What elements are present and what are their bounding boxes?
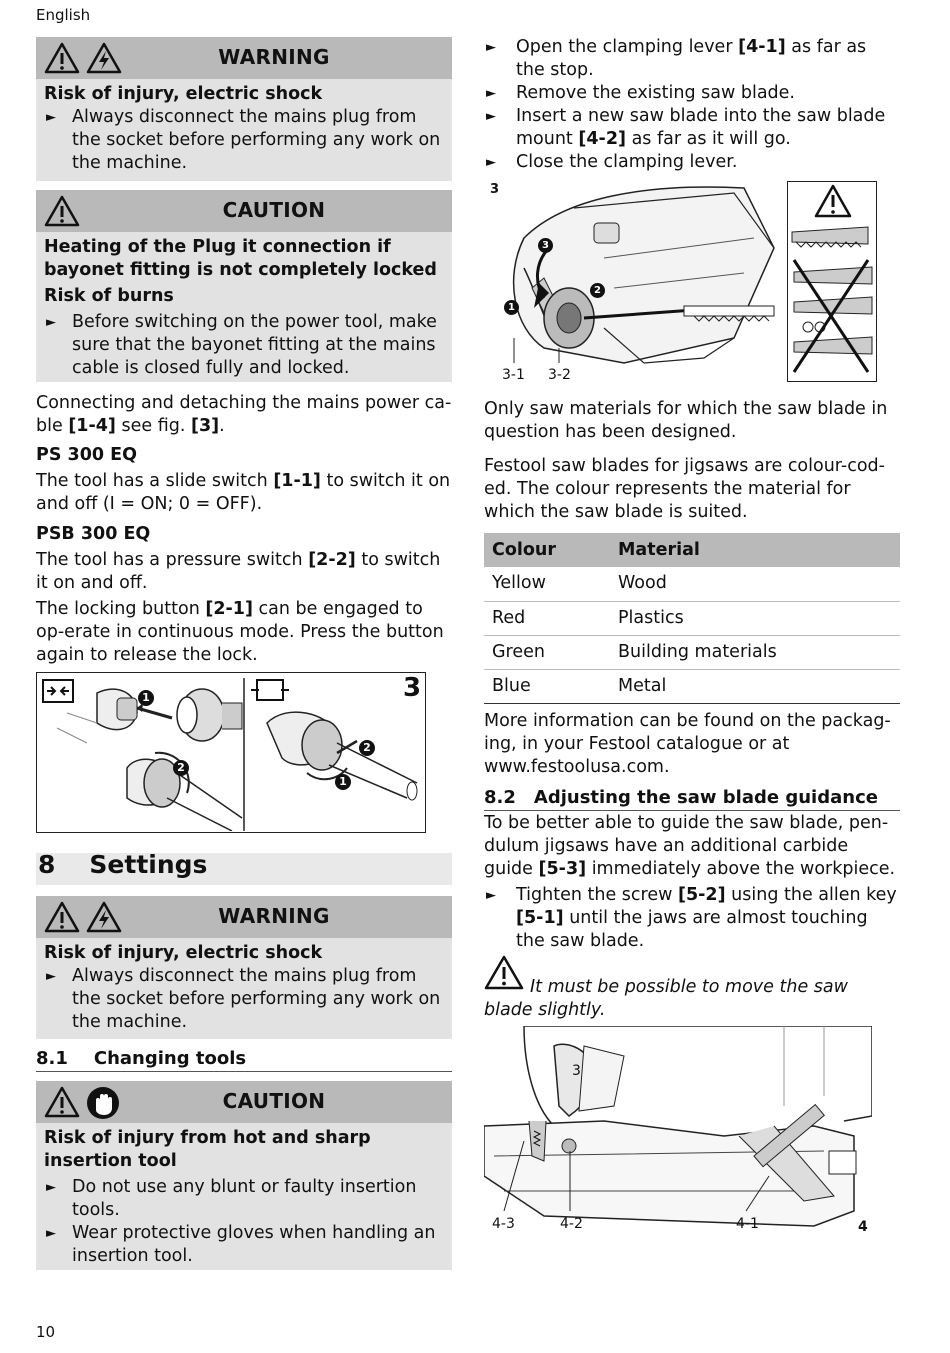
warning-title: WARNING [218, 904, 330, 928]
caution-subtitle: Heating of the Plug it connection if bayonet fitting is not completely locked [44, 237, 437, 280]
text: The locking button [36, 599, 206, 619]
language-label: English [36, 6, 91, 24]
step-item [484, 151, 900, 174]
text: The tool has a pressure switch [36, 550, 309, 570]
table-header-row [484, 533, 900, 567]
text: Open the clamping lever [516, 37, 739, 57]
table-row [484, 567, 900, 601]
cell-colour: Yellow [484, 567, 610, 601]
cell-colour: Green [484, 635, 610, 669]
text: to switch it on and off. [36, 550, 441, 593]
caution-bullet: ► Before switching on the power tool, make sure that the bayonet fitting at the mains cable is closed fully and locked. [44, 311, 444, 380]
ref: [4-2] [578, 129, 626, 149]
table-row [484, 669, 900, 703]
colour-material-table [484, 533, 900, 704]
ref: [3] [190, 416, 220, 436]
ref: [5-2] [677, 885, 726, 905]
ref: [2-1] [205, 599, 253, 619]
marker-1: 1 [335, 774, 351, 790]
warning-box-electric-shock [36, 37, 452, 181]
label-4-2: 4-2 [560, 1216, 583, 1232]
text: To be better able to guide the saw blade, pen-dulum jigsaws have an additional carbide guide [484, 813, 889, 879]
ref: [2-2] [308, 550, 356, 570]
caution-subtitle: Risk of injury from hot and sharp insertion tool [44, 1128, 371, 1171]
caution-header [36, 190, 452, 232]
step-item [484, 105, 900, 151]
column-header-colour: Colour [484, 533, 610, 567]
cell-material: Metal [610, 669, 900, 703]
guide-paragraph [484, 812, 900, 881]
caution-bullet: ► Do not use any blunt or faulty insertion tools. [44, 1176, 444, 1222]
warning-subtitle: Risk of injury, electric shock [44, 943, 323, 963]
step-item [484, 884, 900, 953]
locking-paragraph [36, 598, 452, 667]
table-row [484, 635, 900, 669]
figure-number: 4 [858, 1219, 868, 1235]
figure-number: 3 [490, 182, 500, 197]
section-title: Settings [89, 850, 208, 879]
warning-header [36, 896, 452, 938]
subsection-number: 8.2 [484, 787, 516, 808]
section-heading-settings [36, 850, 452, 885]
text: Remove the existing saw blade. [516, 83, 795, 103]
figure-wrong-blades [787, 181, 877, 382]
section-number: 8 [38, 850, 56, 879]
warning-box-electric-shock-2 [36, 896, 452, 1039]
text: Connecting and detaching the mains power ca-ble [36, 393, 452, 436]
page-number: 10 [36, 1323, 56, 1341]
ref: [1-1] [273, 471, 321, 491]
text: see fig. [115, 416, 191, 436]
subsection-heading-blade-guidance [484, 786, 900, 811]
marker-3: 3 [538, 238, 553, 253]
text: until the jaws are almost touching the saw blade. [516, 908, 868, 951]
text: Insert a new saw blade into the saw blade mount [516, 106, 886, 149]
figure-plug-connection [36, 672, 426, 833]
ps-heading: PS 300 EQ [36, 445, 137, 465]
blade-change-steps [484, 36, 900, 174]
ps-paragraph [36, 470, 452, 516]
tighten-step [484, 884, 900, 953]
warning-bullet: ► Always disconnect the mains plug from the socket before performing any work on the machine. [44, 965, 444, 1034]
ref: [5-1] [516, 908, 564, 928]
note-text: It must be possible to move the saw blade slightly. [484, 977, 848, 1020]
table-row [484, 601, 900, 635]
label-4-1: 4-1 [736, 1216, 759, 1232]
caution-subtitle-burns: Risk of burns [44, 286, 174, 306]
ref: [1-4] [68, 416, 116, 436]
text: Tighten the screw [516, 885, 678, 905]
marker-1: 1 [504, 300, 519, 315]
figure-blade-insertion [484, 178, 784, 383]
caution-title: CAUTION [222, 1089, 326, 1113]
cell-colour: Blue [484, 669, 610, 703]
text: can be engaged to op-erate in continuous mode. Press the button again to release the lock. [36, 599, 444, 665]
marker-2: 2 [590, 283, 605, 298]
subsection-heading-changing-tools [36, 1047, 452, 1072]
subsection-title: Adjusting the saw blade guidance [533, 787, 878, 808]
warning-bullet: ► Always disconnect the mains plug from the socket before performing any work on the machine. [44, 106, 444, 175]
marker-2: 2 [359, 740, 375, 756]
step-item [484, 36, 900, 82]
text: using the allen key [725, 885, 897, 905]
marker-1: 1 [138, 690, 154, 706]
warning-title: WARNING [218, 45, 330, 69]
column-header-material: Material [610, 533, 900, 567]
cell-material: Plastics [610, 601, 900, 635]
label-3-1: 3-1 [502, 367, 525, 383]
connecting-paragraph [36, 392, 452, 438]
figure-blade-guidance [484, 1026, 872, 1236]
more-info-paragraph: More information can be found on the packag-ing, in your Festool catalogue or at www.festoolusa.com. [484, 711, 891, 777]
warning-header [36, 37, 452, 79]
caution-box-burns [36, 190, 452, 382]
text: . [219, 416, 225, 436]
warning-subtitle: Risk of injury, electric shock [44, 84, 323, 104]
text: to switch it on and off (I = ON; 0 = OFF). [36, 471, 451, 514]
subsection-number: 8.1 [36, 1048, 68, 1069]
jigsaw-illustration [484, 178, 784, 383]
figure-number: 3 [403, 673, 422, 703]
step-item [484, 82, 900, 105]
psb-paragraph [36, 549, 452, 595]
psb-heading: PSB 300 EQ [36, 524, 151, 544]
caution-title: CAUTION [222, 198, 326, 222]
cell-material: Building materials [610, 635, 900, 669]
subsection-title: Changing tools [93, 1048, 247, 1069]
caution-box-insertion-tool [36, 1081, 452, 1270]
wrong-blades-illustration [788, 182, 875, 380]
marker-3: 3 [572, 1063, 581, 1079]
text: as far as the stop. [516, 37, 867, 80]
label-4-3: 4-3 [492, 1216, 515, 1232]
cell-material: Wood [610, 567, 900, 601]
text: immediately above the workpiece. [586, 859, 896, 879]
caution-bullet: ► Wear protective gloves when handling an insertion tool. [44, 1222, 444, 1268]
text: Close the clamping lever. [516, 152, 738, 172]
text: The tool has a slide switch [36, 471, 274, 491]
ref: [4-1] [738, 37, 786, 57]
guidance-illustration [484, 1026, 872, 1236]
caution-header [36, 1081, 452, 1123]
marker-2: 2 [173, 760, 189, 776]
text: as far as it will go. [626, 129, 791, 149]
label-3-2: 3-2 [548, 367, 571, 383]
colour-code-paragraph: Festool saw blades for jigsaws are colour-cod-ed. The colour represents the material for which the saw blade is suited. [484, 456, 885, 522]
cell-colour: Red [484, 601, 610, 635]
saw-materials-paragraph: Only saw materials for which the saw blade in question has been designed. [484, 399, 888, 442]
ref: [5-3] [538, 859, 587, 879]
